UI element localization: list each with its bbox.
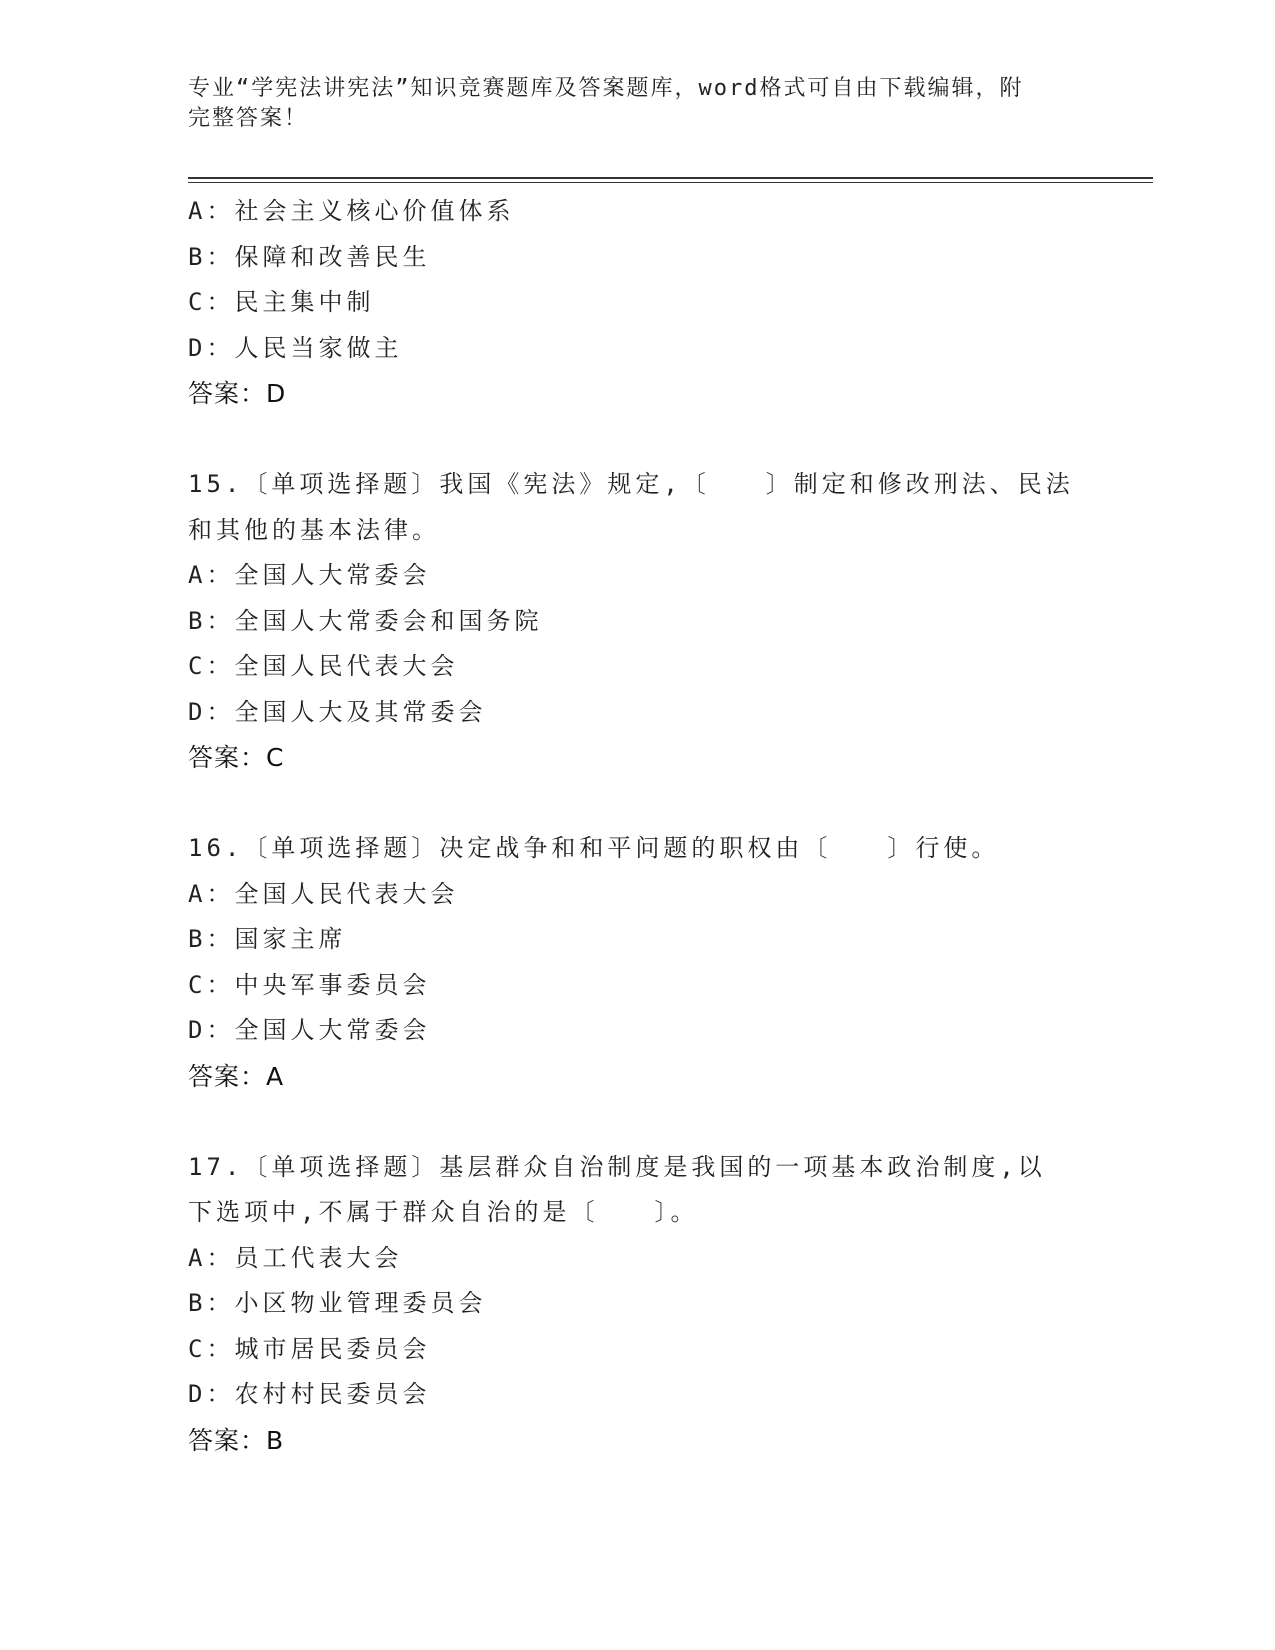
option-b: B：国家主席: [188, 925, 347, 953]
question-17: [188, 1145, 1088, 1464]
option-d: D：全国人大及其常委会: [188, 697, 487, 726]
header-line-1: 专业“学宪法讲宪法”知识竞赛题库及答案题库，word格式可自由下载编辑，附: [188, 76, 1024, 101]
question-list: [188, 189, 1088, 1463]
option-c: C：中央军事委员会: [188, 970, 431, 999]
answer-line: 答案：A: [188, 1061, 285, 1091]
question-15: [188, 462, 1088, 781]
answer-line: 答案：C: [188, 743, 285, 772]
answer-line: 答案：D: [188, 379, 287, 408]
answer-line: 答案：B: [188, 1425, 285, 1455]
question-text-continued: 和其他的基本法律。: [188, 515, 440, 544]
question-text-continued: 下选项中,不属于群众自治的是〔 〕。: [188, 1198, 699, 1226]
spacer: [188, 1099, 1088, 1145]
header-rule-thick: [188, 177, 1153, 179]
option-d: D：农村村民委员会: [188, 1380, 431, 1408]
option-c: C：全国人民代表大会: [188, 652, 459, 680]
header-rule-thin: [188, 182, 1153, 183]
question-text: 17.〔单项选择题〕基层群众自治制度是我国的一项基本政治制度,以: [188, 1152, 1046, 1181]
option-b: B：小区物业管理委员会: [188, 1289, 487, 1317]
option-c: C：城市居民委员会: [188, 1334, 431, 1363]
spacer: [188, 417, 1088, 463]
option-a: A：社会主义核心价值体系: [188, 197, 515, 225]
option-b: B：全国人大常委会和国务院: [188, 606, 543, 635]
option-a: A：全国人大常委会: [188, 561, 431, 589]
option-a: A：全国人民代表大会: [188, 879, 459, 908]
option-c: C：民主集中制: [188, 288, 375, 316]
option-d: D：人民当家做主: [188, 333, 403, 362]
question-text: 15.〔单项选择题〕我国《宪法》规定,〔 〕制定和修改刑法、民法: [188, 470, 1074, 498]
question-16: [188, 826, 1088, 1099]
question-text: 16.〔单项选择题〕决定战争和和平问题的职权由〔 〕行使。: [188, 834, 1000, 862]
document-header: [188, 74, 1088, 134]
spacer: [188, 781, 1088, 827]
option-b: B：保障和改善民生: [188, 242, 431, 271]
option-a: A：员工代表大会: [188, 1243, 403, 1272]
question-14: [188, 189, 1088, 417]
option-d: D：全国人大常委会: [188, 1016, 431, 1044]
header-line-2: 完整答案！: [188, 106, 309, 131]
